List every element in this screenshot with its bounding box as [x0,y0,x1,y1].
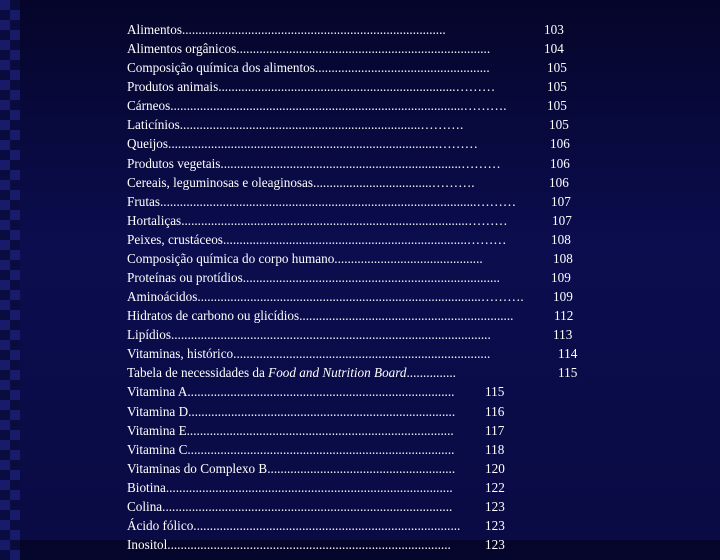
toc-entry-title: Laticínios.........................................................................………. [127,117,464,133]
toc-entry [127,478,597,497]
toc-entry-page: 109 [551,270,571,286]
toc-entry [127,192,597,211]
toc-entry-title-italic: Food and Nutrition Board [268,365,407,381]
toc-entry [127,497,597,516]
toc-entry-title: Vitamina E................................................................................. [127,422,454,438]
toc-entry-page: 105 [547,98,567,114]
toc-entry-page: 123 [485,518,505,534]
toc-entry [127,325,597,344]
toc-entry-title: Composição química dos alimentos..................................................... [127,60,490,76]
toc-entry [127,230,597,249]
toc-entry-title: Cereais, leguminosas e oleaginosas....................................………. [127,174,475,190]
toc-entry-page: 116 [485,403,505,419]
toc-entry-title-part: Tabela de necessidades da [127,365,269,381]
toc-entry-title: Ácido fólico................................................................................. [127,518,461,534]
toc-entry-title-dots: ............... [406,365,456,381]
toc-entry [127,96,597,115]
toc-entry [127,39,597,58]
toc-entry [127,344,597,363]
toc-entry-page: 103 [544,22,564,37]
toc-entry-page: 123 [485,537,505,553]
toc-entry-page: 108 [551,231,571,247]
toc-entry [127,363,597,382]
toc-entry [127,20,597,39]
toc-entry [127,382,597,401]
toc-entry-title: Lipídios................................................................................................. [127,327,491,343]
toc-entry-page: 105 [549,117,569,133]
toc-entry-title: Proteínas ou protídios.............................................................................. [127,270,500,286]
toc-entry [127,421,597,440]
toc-entry-title: Biotina....................................................................................... [127,479,453,495]
decorative-left-strip [0,0,20,540]
toc-entry-title: Cárneos.........................................................................................………. [127,98,507,114]
toc-entry [127,115,597,134]
toc-entry-page: 109 [553,289,573,305]
toc-entry-page: 106 [550,136,570,152]
toc-entry [127,440,597,459]
toc-entry-page: 107 [551,193,571,209]
toc-entry-title: Hidratos de carbono ou glicídios................................................................. [127,308,514,324]
toc-entry-page: 104 [544,41,564,57]
toc-entry-page: 106 [549,174,569,190]
toc-entry [127,77,597,96]
toc-entry-page: 118 [485,441,505,457]
toc-entry [127,173,597,192]
toc-entry-title: Queijos..................................................................................……… [127,136,478,152]
toc-entry-page: 115 [485,384,505,400]
toc-entry [127,249,597,268]
toc-entry [127,154,597,173]
toc-entry-title: Inositol...................................................................................... [127,537,451,553]
toc-entry [127,535,597,554]
toc-entry [127,287,597,306]
toc-entry-title: Hortaliças.......................................................................................……… [127,212,508,228]
toc-entry [127,211,597,230]
toc-entry [127,459,597,478]
toc-entry-title: Vitamina A................................................................................. [127,384,455,400]
toc-entry-page: 122 [485,479,505,495]
toc-entry-page: 106 [550,155,570,171]
toc-entry-title: Peixes, crustáceos..........................................................................……… [127,231,507,247]
toc-entry-title: Produtos animais........................................................................……… [127,79,496,95]
toc-entry [127,402,597,421]
toc-entry-page: 105 [547,60,567,76]
toc-entry-page: 115 [558,365,578,381]
toc-entry-page: 114 [558,346,578,362]
toc-entry-title: Vitamina D................................................................................. [127,403,456,419]
toc-entry-title: Vitamina C................................................................................. [127,441,455,457]
toc-entry-page: 112 [554,308,574,324]
toc-entry-title: Composição química do corpo humano............................................. [127,250,483,266]
toc-entry-page: 107 [552,212,572,228]
toc-entry-title: Alimentos orgânicos............................................................................. [127,41,491,57]
toc-entry-page: 123 [485,498,505,514]
toc-entry-page: 113 [553,327,573,343]
toc-entry-page: 117 [485,422,505,438]
toc-entry-page: 108 [553,250,573,266]
toc-entry-title: Frutas................................................................................................……… [127,193,517,209]
toc-entry [127,516,597,535]
table-of-contents [127,20,597,554]
toc-entry [127,58,597,77]
toc-entry-page: 105 [547,79,567,95]
toc-entry [127,268,597,287]
toc-entry-title: Colina........................................................................................ [127,498,453,514]
toc-entry-title: Alimentos................................................................................ [127,22,446,37]
toc-entry-title: Vitaminas, histórico.............................................................................. [127,346,491,362]
toc-entry-title: Aminoácidos......................................................................................………. [127,289,524,305]
toc-entry-title: Produtos vegetais.........................................................................……… [127,155,501,171]
toc-entry [127,306,597,325]
toc-entry-title [127,363,554,382]
toc-entry [127,134,597,153]
toc-entry-title: Vitaminas do Complexo B......................................................... [127,460,456,476]
toc-entry-page: 120 [485,460,505,476]
